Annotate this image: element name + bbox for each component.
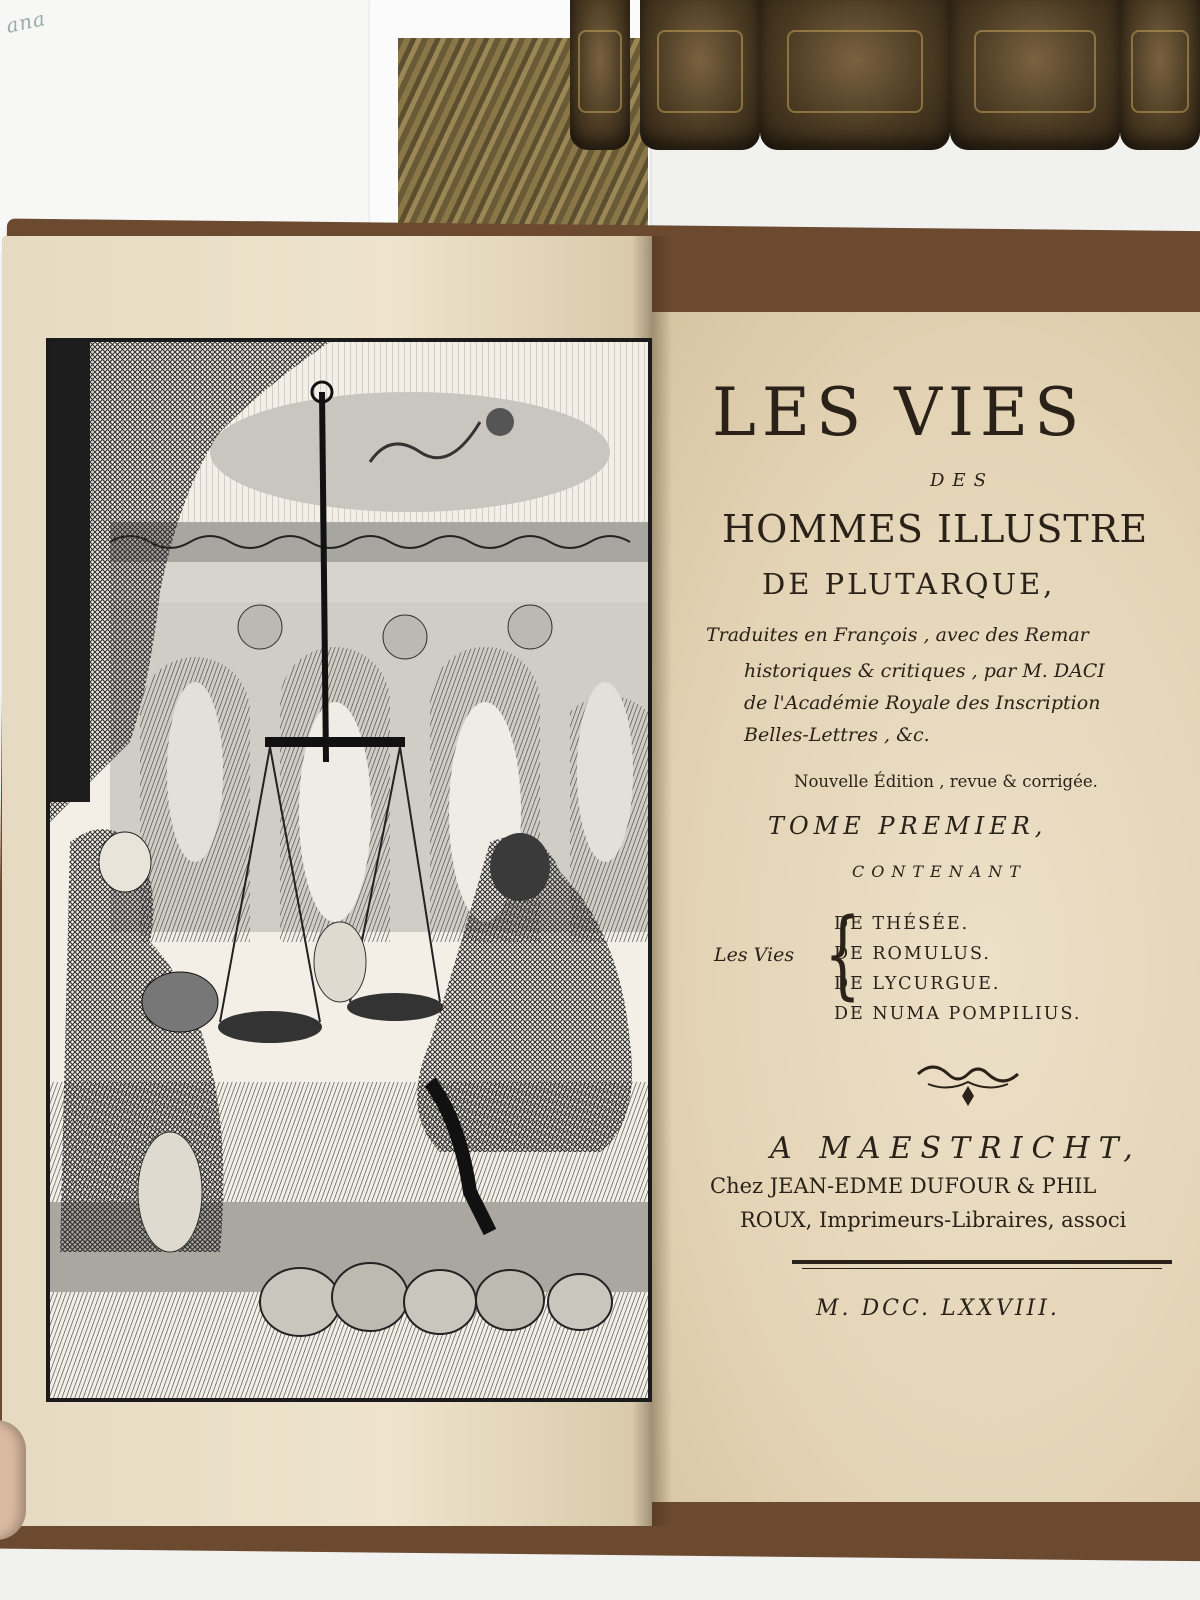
printer-ornament	[908, 1056, 1028, 1108]
putto-figure	[314, 922, 366, 1002]
double-rule-thin	[802, 1268, 1162, 1269]
putto-figure	[138, 1132, 202, 1252]
title-des: DES	[930, 470, 994, 491]
title-plutarque: DE PLUTARQUE,	[762, 567, 1056, 601]
translation-line: de l'Académie Royale des Inscription	[744, 692, 1101, 714]
translation-line: historiques & critiques , par M. DACI	[744, 660, 1105, 682]
engraving-illustration	[50, 342, 648, 1398]
translation-line: Belles-Lettres , &c.	[744, 724, 930, 746]
book-spine	[1120, 0, 1200, 150]
title-main: LES VIES	[712, 374, 1086, 451]
life-entry: DE LYCURGUE.	[834, 974, 1001, 994]
edition-line: Nouvelle Édition , revue & corrigée.	[794, 772, 1098, 791]
book-spine	[950, 0, 1120, 150]
ceiling-fresco	[210, 392, 610, 512]
life-entry: DE NUMA POMPILIUS.	[834, 1004, 1082, 1024]
imprint-place: A MAESTRICHT,	[770, 1131, 1142, 1166]
brace-glyph: {	[824, 898, 861, 1010]
balance-rod	[322, 392, 326, 762]
book-spine	[570, 0, 630, 150]
scale-pan-right	[347, 993, 443, 1021]
imprint-date: M. DCC. LXXVIII.	[816, 1296, 1060, 1321]
life-entry: DE ROMULUS.	[834, 944, 991, 964]
thumb	[0, 1420, 26, 1540]
contenant-line: CONTENANT	[852, 862, 1027, 881]
white-paper-sheet	[0, 0, 390, 250]
imprint-printers: Chez JEAN-EDME DUFOUR & PHIL	[710, 1174, 1097, 1198]
frontispiece-engraving	[46, 338, 652, 1402]
title-hommes: HOMMES ILLUSTRE	[722, 507, 1149, 551]
book-spine	[640, 0, 760, 150]
scale-pan-left	[218, 1011, 322, 1043]
book-spine	[760, 0, 950, 150]
pencil-note: ana	[3, 6, 48, 38]
double-rule	[792, 1260, 1172, 1264]
life-entry: DE THÉSÉE.	[834, 914, 970, 934]
right-page	[652, 312, 1200, 1502]
les-vies-label: Les Vies	[714, 944, 795, 966]
translation-line: Traduites en François , avec des Remar	[706, 624, 1089, 646]
tome-line: TOME PREMIER,	[768, 812, 1048, 840]
imprint-printers: ROUX, Imprimeurs-Libraires, associ	[740, 1208, 1127, 1232]
